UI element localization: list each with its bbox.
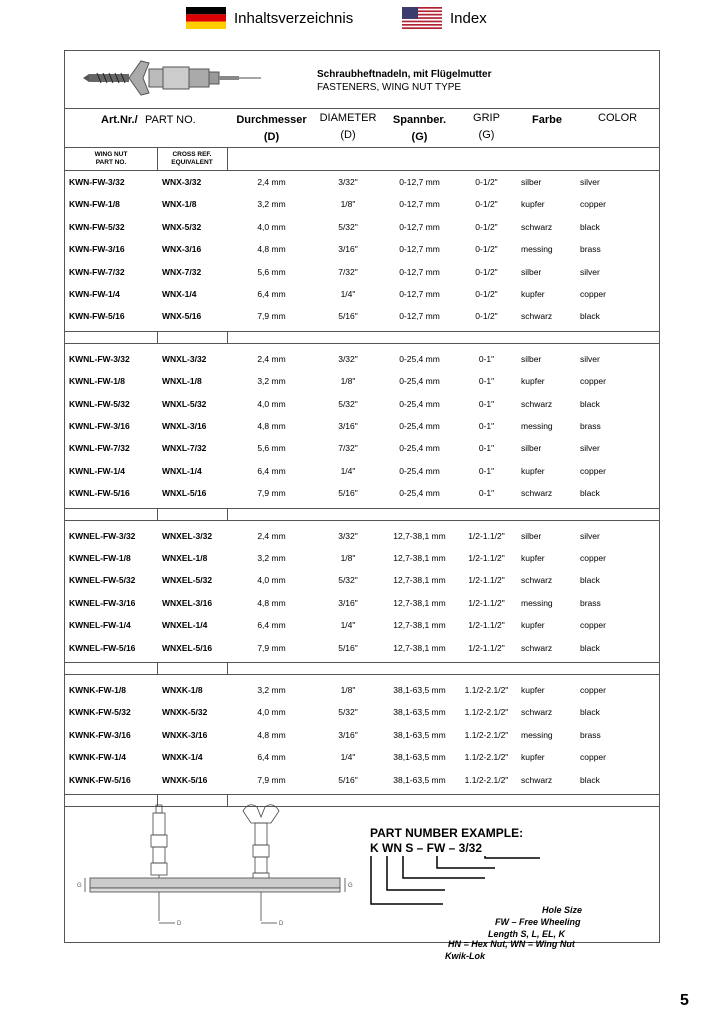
- cell-in: 3/16": [338, 729, 358, 740]
- cell-cross: WNXEL-1/8: [162, 553, 208, 563]
- table-row: [65, 702, 659, 722]
- cell-farbe: schwarz: [521, 221, 553, 232]
- cell-d: 4,0 mm: [257, 575, 286, 586]
- column-divider: [157, 147, 158, 170]
- divider: [65, 331, 659, 332]
- cell-color: silver: [580, 266, 600, 277]
- table-row: [65, 194, 659, 214]
- col-grip-sym: (G): [478, 129, 495, 141]
- cell-farbe: silber: [521, 353, 542, 364]
- cell-in: 3/32": [338, 530, 358, 541]
- cell-grip: 0-1/2": [475, 311, 498, 322]
- cell-g: 0-25,4 mm: [399, 443, 440, 454]
- cell-in: 5/32": [338, 575, 358, 586]
- table-row: [65, 371, 659, 391]
- cell-g: 0-12,7 mm: [399, 311, 440, 322]
- table-row: [65, 416, 659, 436]
- col-spannber-label: Spannber.: [392, 114, 447, 126]
- cell-d: 2,4 mm: [257, 353, 286, 364]
- cell-farbe: kupfer: [521, 199, 545, 210]
- cell-cross: WNXEL-5/32: [162, 575, 213, 586]
- col-durchmesser-label: Durchmesser: [236, 114, 307, 126]
- divider: [65, 508, 659, 509]
- cell-farbe: kupfer: [521, 685, 545, 695]
- table-row: [65, 306, 659, 326]
- cell-d: 5,6 mm: [257, 266, 286, 277]
- cell-art: KWN-FW-3/32: [69, 177, 125, 187]
- cell-grip: 0-1": [478, 488, 495, 499]
- col-diameter-sym: (D): [340, 129, 356, 141]
- us-flag-icon: [402, 7, 442, 29]
- title-de: Schraubheftnadeln, mit Flügelmutter: [317, 69, 492, 80]
- cell-in: 3/16": [338, 244, 358, 255]
- col-diameter-label: DIAMETER: [319, 112, 377, 124]
- cell-in: 7/32": [338, 443, 358, 454]
- cell-g: 38,1-63,5 mm: [393, 729, 446, 740]
- cell-art: KWN-FW-3/16: [69, 244, 125, 255]
- cell-g: 0-12,7 mm: [399, 221, 440, 232]
- dim-g-left: G: [77, 883, 82, 889]
- cell-g: 12,7-38,1 mm: [393, 597, 446, 608]
- divider: [65, 343, 659, 344]
- cell-d: 6,4 mm: [257, 752, 286, 763]
- cell-d: 4,8 mm: [257, 729, 286, 740]
- cell-farbe: schwarz: [521, 311, 553, 322]
- column-divider: [157, 508, 158, 520]
- cell-art: KWN-FW-5/32: [69, 221, 125, 232]
- cell-cross: WNXK-1/4: [162, 752, 203, 763]
- col-farbe-label: Farbe: [532, 114, 562, 126]
- cell-art: KWN-FW-1/4: [69, 289, 120, 299]
- cell-art: KWNEL-FW-1/4: [69, 620, 131, 631]
- cell-g: 0-12,7 mm: [399, 177, 440, 187]
- cell-in: 5/16": [338, 311, 358, 322]
- cell-farbe: schwarz: [521, 642, 553, 653]
- product-sheet: [64, 50, 660, 961]
- cell-farbe: schwarz: [521, 575, 553, 586]
- cell-color: copper: [580, 289, 606, 299]
- divider: [65, 520, 659, 521]
- table-row: [65, 615, 659, 635]
- col-grip-label: GRIP: [473, 112, 500, 124]
- cell-g: 38,1-63,5 mm: [393, 774, 446, 785]
- cell-art: KWNEL-FW-3/32: [69, 530, 136, 541]
- col-spannber-sym: (G): [411, 131, 428, 143]
- cell-g: 0-25,4 mm: [399, 465, 440, 476]
- cell-cross: WNXK-5/32: [162, 707, 208, 718]
- cell-d: 2,4 mm: [257, 530, 286, 541]
- cell-grip: 1.1/2-2.1/2": [464, 685, 509, 695]
- cell-d: 3,2 mm: [257, 199, 286, 210]
- cell-g: 0-12,7 mm: [399, 289, 440, 299]
- cell-d: 4,0 mm: [257, 398, 286, 409]
- cell-d: 5,6 mm: [257, 443, 286, 454]
- cell-in: 5/16": [338, 488, 358, 499]
- cell-farbe: kupfer: [521, 376, 545, 387]
- cell-cross: WNXK-1/8: [162, 685, 203, 695]
- cell-g: 0-25,4 mm: [399, 376, 440, 387]
- cell-cross: WNXK-5/16: [162, 774, 208, 785]
- cell-g: 0-25,4 mm: [399, 488, 440, 499]
- cell-cross: WNXEL-3/16: [162, 597, 213, 608]
- cell-grip: 0-1": [478, 465, 495, 476]
- cell-color: silver: [580, 177, 600, 187]
- cell-d: 7,9 mm: [257, 488, 286, 499]
- cell-grip: 1.1/2-2.1/2": [464, 707, 509, 718]
- cell-cross: WNXL-5/32: [162, 398, 207, 409]
- sub-cross-1: CROSS REF.: [172, 151, 212, 158]
- cell-art: KWNL-FW-5/16: [69, 488, 130, 499]
- fastener-diagram: [65, 783, 365, 943]
- cell-farbe: kupfer: [521, 465, 545, 476]
- cell-cross: WNXL-7/32: [162, 443, 207, 454]
- table-row: [65, 483, 659, 503]
- table-row: [65, 438, 659, 458]
- cell-d: 7,9 mm: [257, 774, 286, 785]
- example-title: PART NUMBER EXAMPLE:: [370, 826, 524, 840]
- cell-color: silver: [580, 530, 600, 541]
- cell-cross: WNXEL-3/32: [162, 530, 213, 541]
- part-number-example: [65, 783, 659, 961]
- cell-in: 1/8": [340, 376, 356, 387]
- cell-in: 5/32": [338, 398, 358, 409]
- cell-color: black: [580, 488, 600, 499]
- column-subheader: [65, 148, 659, 170]
- cell-in: 3/16": [338, 421, 358, 431]
- cell-color: copper: [580, 376, 606, 387]
- cell-in: 1/4": [340, 289, 356, 299]
- cell-farbe: silber: [521, 266, 542, 277]
- cell-farbe: messing: [521, 244, 553, 255]
- sub-cross-2: EQUIVALENT: [171, 159, 213, 166]
- cell-grip: 0-1/2": [475, 244, 498, 255]
- cell-grip: 1/2-1.1/2": [468, 620, 505, 631]
- cell-color: copper: [580, 752, 606, 763]
- table-row: [65, 680, 659, 700]
- cell-grip: 1.1/2-2.1/2": [464, 729, 509, 740]
- col-color-label: COLOR: [598, 112, 638, 124]
- cell-art: KWNK-FW-5/32: [69, 707, 131, 718]
- cell-cross: WNX-5/16: [162, 311, 202, 322]
- cell-color: silver: [580, 443, 600, 454]
- label-kwik-lok: Kwik-Lok: [445, 951, 486, 961]
- cell-grip: 1.1/2-2.1/2": [464, 752, 509, 763]
- cell-farbe: kupfer: [521, 553, 545, 563]
- cell-grip: 1/2-1.1/2": [468, 530, 505, 541]
- cell-in: 5/16": [338, 642, 358, 653]
- nav-en-label: Index: [450, 9, 487, 27]
- cell-d: 4,8 mm: [257, 597, 286, 608]
- cell-d: 4,0 mm: [257, 707, 286, 718]
- table-row: [65, 239, 659, 259]
- divider: [65, 674, 659, 675]
- cell-grip: 1/2-1.1/2": [468, 642, 505, 653]
- cell-grip: 0-1/2": [475, 221, 498, 232]
- cell-art: KWNK-FW-3/16: [69, 729, 131, 740]
- cell-color: brass: [580, 421, 601, 431]
- table-row: [65, 461, 659, 481]
- cell-g: 38,1-63,5 mm: [393, 752, 446, 763]
- cell-g: 12,7-38,1 mm: [393, 642, 446, 653]
- german-flag-icon: [186, 7, 226, 29]
- cell-color: black: [580, 575, 600, 586]
- cell-art: KWNEL-FW-5/32: [69, 575, 136, 586]
- cell-g: 12,7-38,1 mm: [393, 575, 446, 586]
- cell-grip: 1/2-1.1/2": [468, 597, 505, 608]
- cell-color: black: [580, 311, 600, 322]
- column-divider: [227, 662, 228, 674]
- cell-g: 12,7-38,1 mm: [393, 620, 446, 631]
- cell-in: 3/32": [338, 177, 358, 187]
- cell-grip: 0-1/2": [475, 199, 498, 210]
- cell-cross: WNX-3/32: [162, 177, 202, 187]
- cell-farbe: kupfer: [521, 752, 545, 763]
- cell-art: KWN-FW-1/8: [69, 199, 120, 210]
- cell-g: 0-25,4 mm: [399, 421, 440, 431]
- cell-in: 5/16": [338, 774, 358, 785]
- cell-in: 1/8": [340, 199, 356, 210]
- cell-d: 7,9 mm: [257, 642, 286, 653]
- cell-d: 6,4 mm: [257, 289, 286, 299]
- cell-grip: 0-1/2": [475, 266, 498, 277]
- cell-g: 12,7-38,1 mm: [393, 530, 446, 541]
- table-row: [65, 217, 659, 237]
- cell-art: KWN-FW-7/32: [69, 266, 125, 277]
- cell-cross: WNXL-3/16: [162, 421, 207, 431]
- cell-d: 4,8 mm: [257, 421, 286, 431]
- cell-farbe: silber: [521, 177, 542, 187]
- cell-color: black: [580, 398, 600, 409]
- cell-in: 5/32": [338, 707, 358, 718]
- cell-art: KWNL-FW-3/32: [69, 353, 130, 364]
- cell-cross: WNX-1/4: [162, 289, 197, 299]
- cell-color: copper: [580, 553, 606, 563]
- cell-color: copper: [580, 620, 606, 631]
- label-free-wheeling: FW – Free Wheeling: [495, 917, 581, 927]
- cell-g: 0-12,7 mm: [399, 244, 440, 255]
- cell-in: 1/4": [340, 620, 356, 631]
- table-row: [65, 172, 659, 192]
- cell-color: brass: [580, 597, 601, 608]
- cell-grip: 0-1": [478, 443, 495, 454]
- cell-g: 0-25,4 mm: [399, 353, 440, 364]
- cell-d: 3,2 mm: [257, 685, 286, 695]
- cell-color: black: [580, 774, 600, 785]
- cell-color: black: [580, 221, 600, 232]
- cell-g: 0-12,7 mm: [399, 199, 440, 210]
- cell-cross: WNXEL-1/4: [162, 620, 208, 631]
- dim-g-right: G: [348, 883, 353, 889]
- cell-farbe: silber: [521, 530, 542, 541]
- product-header: [65, 51, 659, 108]
- cell-farbe: schwarz: [521, 398, 553, 409]
- cell-d: 6,4 mm: [257, 465, 286, 476]
- cell-art: KWNL-FW-5/32: [69, 398, 130, 409]
- cell-g: 0-12,7 mm: [399, 266, 440, 277]
- cell-art: KWNEL-FW-1/8: [69, 553, 131, 563]
- cell-cross: WNX-3/16: [162, 244, 202, 255]
- cell-farbe: messing: [521, 597, 553, 608]
- cell-d: 7,9 mm: [257, 311, 286, 322]
- column-divider: [157, 331, 158, 343]
- example-code: K WN S – FW – 3/32: [370, 841, 483, 855]
- cell-g: 12,7-38,1 mm: [393, 553, 446, 563]
- cell-farbe: schwarz: [521, 488, 553, 499]
- nav-de-label: Inhaltsverzeichnis: [234, 9, 354, 27]
- table-row: [65, 593, 659, 613]
- cell-art: KWNEL-FW-5/16: [69, 642, 136, 653]
- wing-nut-fastener-image: [83, 57, 263, 99]
- cell-grip: 0-1": [478, 398, 495, 409]
- cell-color: copper: [580, 685, 606, 695]
- cell-cross: WNXL-1/8: [162, 376, 202, 387]
- col-art-label: Art.Nr./: [101, 114, 138, 126]
- label-hole-size: Hole Size: [542, 905, 583, 915]
- column-header: [65, 109, 659, 147]
- title-en: FASTENERS, WING NUT TYPE: [317, 82, 462, 93]
- label-length: Length S, L, EL, K: [488, 929, 565, 939]
- cell-in: 1/8": [340, 553, 356, 563]
- divider: [65, 170, 659, 171]
- cell-cross: WNXEL-5/16: [162, 642, 213, 653]
- cell-d: 4,8 mm: [257, 244, 286, 255]
- table-row: [65, 349, 659, 369]
- cell-in: 7/32": [338, 266, 358, 277]
- cell-color: brass: [580, 244, 601, 255]
- cell-farbe: schwarz: [521, 707, 553, 718]
- cell-farbe: schwarz: [521, 774, 553, 785]
- cell-grip: 1/2-1.1/2": [468, 553, 505, 563]
- cell-art: KWN-FW-5/16: [69, 311, 125, 322]
- dim-d-right: D: [279, 921, 284, 927]
- cell-g: 38,1-63,5 mm: [393, 685, 446, 695]
- cell-farbe: kupfer: [521, 289, 545, 299]
- cell-color: black: [580, 642, 600, 653]
- cell-in: 3/16": [338, 597, 358, 608]
- nav-index-link[interactable]: [402, 6, 487, 30]
- table-row: [65, 262, 659, 282]
- cell-grip: 0-1": [478, 376, 495, 387]
- cell-cross: WNXL-3/32: [162, 353, 207, 364]
- cell-art: KWNL-FW-1/8: [69, 376, 126, 387]
- cell-d: 3,2 mm: [257, 553, 286, 563]
- cell-grip: 0-1": [478, 421, 495, 431]
- cell-art: KWNK-FW-1/4: [69, 752, 126, 763]
- table-row: [65, 526, 659, 546]
- cell-farbe: silber: [521, 443, 542, 454]
- cell-in: 3/32": [338, 353, 358, 364]
- page-number: 5: [680, 992, 689, 1009]
- cell-grip: 0-1/2": [475, 289, 498, 299]
- cell-in: 1/4": [340, 752, 356, 763]
- cell-in: 1/8": [340, 685, 356, 695]
- sub-wingnut-2: PART NO.: [95, 159, 127, 166]
- table-row: [65, 548, 659, 568]
- label-nut-type: HN = Hex Nut, WN = Wing Nut: [448, 939, 575, 949]
- cell-art: KWNL-FW-3/16: [69, 421, 130, 431]
- cell-color: silver: [580, 353, 600, 364]
- cell-cross: WNXL-1/4: [162, 465, 202, 476]
- column-divider: [227, 147, 228, 170]
- cell-d: 6,4 mm: [257, 620, 286, 631]
- nav-inhaltsverzeichnis-link[interactable]: [186, 6, 353, 30]
- table-row: [65, 284, 659, 304]
- cell-art: KWNK-FW-5/16: [69, 774, 131, 785]
- table-row: [65, 725, 659, 745]
- cell-d: 3,2 mm: [257, 376, 286, 387]
- cell-color: copper: [580, 199, 606, 210]
- cell-art: KWNL-FW-7/32: [69, 443, 130, 454]
- table-row: [65, 570, 659, 590]
- sub-wingnut-1: WING NUT: [94, 151, 128, 158]
- cell-art: KWNEL-FW-3/16: [69, 597, 136, 608]
- cell-cross: WNXL-5/16: [162, 488, 207, 499]
- table-row: [65, 394, 659, 414]
- cell-grip: 0-1": [478, 353, 495, 364]
- cell-grip: 1/2-1.1/2": [468, 575, 505, 586]
- cell-art: KWNK-FW-1/8: [69, 685, 126, 695]
- cell-farbe: kupfer: [521, 620, 545, 631]
- cell-d: 2,4 mm: [257, 177, 286, 187]
- cell-in: 5/32": [338, 221, 358, 232]
- column-divider: [227, 508, 228, 520]
- cell-g: 0-25,4 mm: [399, 398, 440, 409]
- cell-grip: 0-1/2": [475, 177, 498, 187]
- cell-color: copper: [580, 465, 606, 476]
- column-divider: [227, 331, 228, 343]
- cell-cross: WNXK-3/16: [162, 729, 208, 740]
- cell-farbe: messing: [521, 421, 553, 431]
- cell-d: 4,0 mm: [257, 221, 286, 232]
- col-durchmesser-sym: (D): [263, 131, 280, 143]
- dim-d-left: D: [177, 921, 182, 927]
- cell-g: 38,1-63,5 mm: [393, 707, 446, 718]
- cell-cross: WNX-5/32: [162, 221, 202, 232]
- cell-color: brass: [580, 729, 601, 740]
- column-divider: [157, 662, 158, 674]
- cell-color: black: [580, 707, 600, 718]
- table-row: [65, 638, 659, 658]
- cell-grip: 1.1/2-2.1/2": [464, 774, 509, 785]
- cell-art: KWNL-FW-1/4: [69, 465, 126, 476]
- cell-cross: WNX-7/32: [162, 266, 202, 277]
- col-partno-label: PART NO.: [145, 114, 196, 126]
- cell-in: 1/4": [340, 465, 356, 476]
- cell-cross: WNX-1/8: [162, 199, 197, 210]
- table-row: [65, 747, 659, 767]
- cell-farbe: messing: [521, 729, 553, 740]
- divider: [65, 662, 659, 663]
